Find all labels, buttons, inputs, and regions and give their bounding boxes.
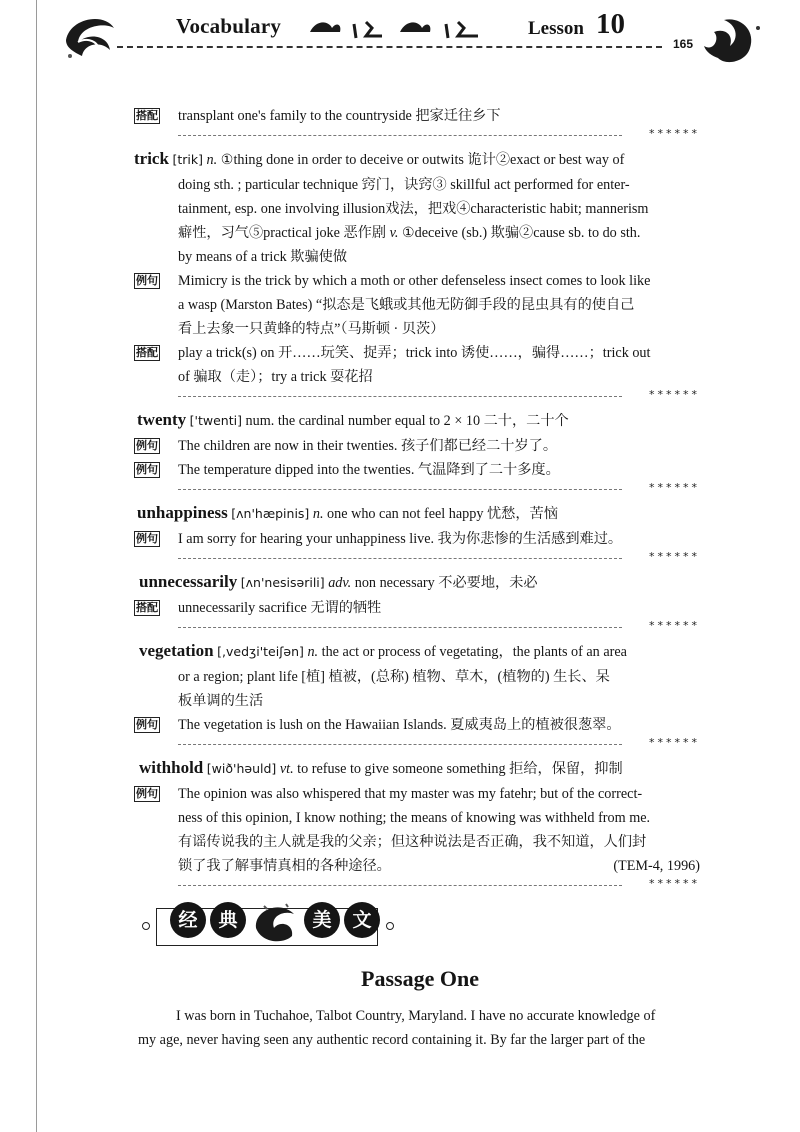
entry-separator: ****** <box>134 553 700 565</box>
example-tag: 例句 <box>136 463 158 476</box>
example-line: 例句 The temperature dipped into the twenties. 气温降到了二十多度。 <box>136 462 560 478</box>
header-decoration-icon <box>306 14 506 42</box>
example-tag: 例句 <box>136 274 158 287</box>
definition-line: or a region; plant life [植] 植被，(总称) 植物、草木，(植物的) 生长、呆 <box>178 669 610 685</box>
definition-line: 癖性，习气⑤practical joke 恶作剧 v. ①deceive (sb.) 欺骗②cause sb. to do sth. <box>178 225 641 241</box>
definition: ①thing done in order to deceive or outwits 诡计②exact or best way of <box>220 152 625 168</box>
entry-separator: ****** <box>134 130 700 142</box>
swirl-ornament-right-icon <box>700 8 762 68</box>
entry-twenty-headword-line <box>134 407 700 434</box>
definition: the act or process of vegetating，the plants of an area <box>321 644 627 660</box>
example-line: 例句 Mimicry is the trick by which a moth or other defenseless insect comes to look like <box>136 273 651 289</box>
headword: withhold <box>139 758 204 777</box>
example-tag: 例句 <box>136 532 158 545</box>
header-section-title: Vocabulary <box>176 14 282 38</box>
part-of-speech: n. <box>312 506 324 522</box>
definition-line: 板单调的生活 <box>178 693 264 709</box>
swirl-ornament-left-icon <box>60 10 120 64</box>
example-tag: 例句 <box>136 718 158 731</box>
entry-trick-headword-line <box>134 146 700 173</box>
entry-separator: ****** <box>134 391 700 403</box>
header-dashed-rule <box>117 46 662 48</box>
banner-char: 典 <box>210 902 246 938</box>
passage-line: I was born in Tuchahoe, Talbot Country, Maryland. I have no accurate knowledge of <box>176 1008 656 1024</box>
headword: twenty <box>137 410 187 429</box>
example-line: 例句 The vegetation is lush on the Hawaiian Islands. 夏威夷岛上的植被很葱翠。 <box>136 717 621 733</box>
headword: unhappiness <box>137 503 228 522</box>
example-line: 看上去象一只黄蜂的特点”（马斯顿 · 贝茨） <box>178 321 445 337</box>
phonetic: [wið'həuld] <box>206 761 277 776</box>
entry-separator: ****** <box>134 880 700 892</box>
passage-title: Passage One <box>361 966 479 991</box>
example-tag: 例句 <box>136 439 158 452</box>
passage-body <box>138 1004 702 1052</box>
passage-line: my age, never having seen any authentic record containing it. By far the larger part of the <box>138 1032 646 1048</box>
banner-char: 美 <box>304 902 340 938</box>
example-line: a wasp (Marston Bates) “拟态是飞蛾或其他无防御手段的昆虫具有的使自己 <box>178 297 635 313</box>
example-line: ness of this opinion, I know nothing; the means of knowing was withheld from me. <box>178 810 651 826</box>
banner-char: 经 <box>170 902 206 938</box>
page-number: 165 <box>673 37 694 51</box>
phonetic: ['twenti] <box>189 413 242 428</box>
definition-line: by means of a trick 欺骗使做 <box>178 249 348 265</box>
example-line: 锁了我了解事情真相的各种途径。 (TEM-4, 1996) <box>134 854 700 878</box>
phonetic: [trik] <box>172 152 203 167</box>
collocation-line <box>134 104 700 128</box>
headword: vegetation <box>139 641 214 660</box>
example-line: 例句 The children are now in their twenties. 孩子们都已经二十岁了。 <box>136 438 558 454</box>
definition: num. the cardinal number equal to 2 × 10 二十，二十个 <box>245 413 569 429</box>
part-of-speech: n. <box>307 644 319 660</box>
collocation-tag: 搭配 <box>136 601 158 614</box>
definition: to refuse to give someone something 拒给，保留，抑制 <box>297 761 623 777</box>
phonetic: [ʌn'nesisərili] <box>240 575 325 590</box>
entry-unhappiness-headword-line <box>134 500 700 527</box>
example-line: 例句 The opinion was also whispered that my master was my fatehr; but of the correct- <box>136 786 643 802</box>
classic-prose-banner <box>140 896 400 952</box>
page-spine-line <box>36 0 37 1132</box>
definition: non necessary 不必要地，未必 <box>354 575 538 591</box>
example-line: 例句 I am sorry for hearing your unhappiness live. 我为你悲惨的生活感到难过。 <box>136 531 623 547</box>
banner-swirl-icon <box>250 898 300 946</box>
entry-separator: ****** <box>134 622 700 634</box>
collocation-text: transplant one's family to the countryside 把家迁往乡下 <box>178 108 501 124</box>
entry-withhold-headword-line <box>134 755 700 782</box>
vocabulary-entries <box>134 104 700 896</box>
example-line: 有谣传说我的主人就是我的父亲；但这种说法是否正确，我不知道，人们封 <box>178 834 647 850</box>
part-of-speech: vt. <box>279 761 294 777</box>
banner-char: 文 <box>344 902 380 938</box>
definition-line: tainment, esp. one involving illusion戏法，把戏④characteristic habit; mannerism <box>178 201 649 217</box>
banner-dot-right <box>386 922 394 930</box>
headword: trick <box>134 149 169 168</box>
header-lesson-number: 10 <box>596 8 625 40</box>
phonetic: [ʌn'hæpinis] <box>231 506 310 521</box>
example-tag: 例句 <box>136 787 158 800</box>
part-of-speech: adv. <box>328 575 352 591</box>
part-of-speech: n. <box>206 152 218 168</box>
collocation-line: 搭配 unnecessarily sacrifice 无谓的牺牲 <box>136 600 382 616</box>
part-of-speech: v. <box>389 225 399 241</box>
collocation-tag: 搭配 <box>136 346 158 359</box>
page-header <box>0 0 800 100</box>
header-lesson-label: Lesson <box>528 18 584 39</box>
definition: one who can not feel happy 忧愁，苦恼 <box>327 506 558 522</box>
collocation-tag: 搭配 <box>136 109 158 122</box>
collocation-line: 搭配 play a trick(s) on 开……玩笑、捉弄；trick into 诱使……，骗得……；trick out <box>136 345 651 361</box>
entry-vegetation-headword-line <box>134 638 700 665</box>
definition-line: doing sth. ; particular technique 窍门，诀窍③ skillful act performed for enter- <box>178 177 630 193</box>
example-source: (TEM-4, 1996) <box>613 858 700 874</box>
banner-dot-left <box>142 922 150 930</box>
entry-separator: ****** <box>134 739 700 751</box>
collocation-line: of 骗取（走）；try a trick 耍花招 <box>178 369 373 385</box>
entry-unnecessarily-headword-line <box>134 569 700 596</box>
headword: unnecessarily <box>139 572 238 591</box>
entry-separator: ****** <box>134 484 700 496</box>
phonetic: [,vedʒi'teiʃən] <box>217 644 304 659</box>
